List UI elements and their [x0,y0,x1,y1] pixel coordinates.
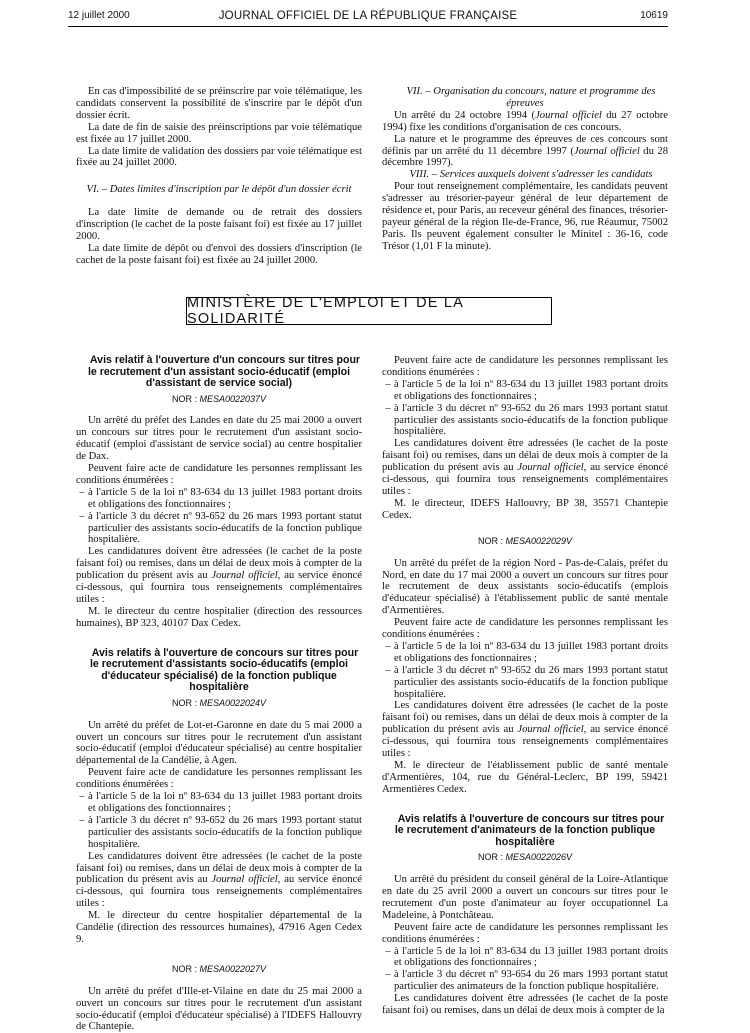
list-item: – à l'article 3 du décret nº 93-654 du 26 mars 1993 portant statut particulier des animateurs de la fonction publique hospitalière. [385,969,668,993]
list-item: – à l'article 5 de la loi nº 83-634 du 13 juillet 1983 portant droits et obligations des fonctionnaires ; [79,486,362,510]
header-page-number: 10619 [640,10,668,21]
nor-reference: NOR : MESA0022026V [477,852,573,863]
notice-heading: Avis relatifs à l'ouverture de concours sur titres pour le recrutement d'assistants socio-éducatifs (emploi d'éducateur spécialisé) de la fonction publique hospitalière [89,646,359,694]
list-item: – à l'article 3 du décret nº 93-652 du 26 mars 1993 portant statut particulier des assistants socio-éducatifs de la fonction publique hospitalière. [385,402,668,438]
header-journal-title: JOURNAL OFFICIEL DE LA RÉPUBLIQUE FRANÇAISE [218,10,518,22]
paragraph: Un arrêté du président du conseil général de la Loire-Atlantique en date du 25 avril 2000 a ouvert un concours sur titres pour le recrutement d'un poste d'animateur au foyer occupationnel La Madeleine, à Pontchâteau. [382,874,668,921]
paragraph: Un arrêté du préfet d'Ille-et-Vilaine en date du 25 mai 2000 a ouvert un concours sur titres pour le recrutement d'un assistant socio-éducatif (emploi d'éducateur spécialisé) à l'IDEFS Hallouvry de Chantepie. [76,985,362,1033]
bottom-right-column [382,355,668,1017]
paragraph: La date limite de validation des dossiers par voie télématique est fixée au 24 juillet 2000. [76,145,362,169]
header-rule [68,26,668,27]
top-left-column [76,86,362,267]
ministry-title-box [186,297,552,325]
section-heading-vii: VII. – Organisation du concours, nature et programme des épreuves [406,86,656,109]
paragraph: Les candidatures doivent être adressées (le cachet de la poste faisant foi) ou remises, dans un délai de deux mois à compter de la publication du présent avis au Journal officiel, au service énoncé ci-dessous, qui fournira tous renseignements complémentaires utiles : [382,700,668,760]
address: M. le directeur, IDEFS Hallouvry, BP 38, 35571 Chantepie Cedex. [382,497,668,521]
ministry-title: MINISTÈRE DE L'EMPLOI ET DE LA SOLIDARITÉ [187,295,464,327]
paragraph: Peuvent faire acte de candidature les personnes remplissant les conditions énumérées : [382,355,668,378]
paragraph: La nature et le programme des épreuves de ces concours sont définis par un arrêté du 11 décembre 1997 (Journal officiel du 28 décembre 1997). [382,133,668,169]
paragraph: Les candidatures doivent être adressées (le cachet de la poste faisant foi) ou remises, dans un délai de deux mois à compter de la [382,993,668,1017]
list-item: – à l'article 5 de la loi nº 83-634 du 13 juillet 1983 portant droits et obligations des fonctionnaires ; [385,378,668,402]
section-heading-viii: VIII. – Services auxquels doivent s'adresser les candidats [409,169,653,181]
paragraph: La date limite de dépôt ou d'envoi des dossiers d'inscription (le cachet de la poste faisant foi) est fixée au 24 juillet 2000. [76,242,362,266]
paragraph: Peuvent faire acte de candidature les personnes remplissant les conditions énumérées : [76,767,362,791]
address: M. le directeur de l'établissement public de santé mentale d'Armentières, 104, rue du Général-Leclerc, BP 199, 59421 Armentières Cedex. [382,760,668,795]
list-item: – à l'article 5 de la loi nº 83-634 du 13 juillet 1983 portant droits et obligations des fonctionnaires ; [79,791,362,814]
paragraph: Peuvent faire acte de candidature les personnes remplissant les conditions énumérées : [382,921,668,945]
list-item: – à l'article 5 de la loi nº 83-634 du 13 juillet 1983 portant droits et obligations des fonctionnaires ; [385,945,668,969]
paragraph: Peuvent faire acte de candidature les personnes remplissant les conditions énumérées : [382,617,668,641]
address: M. le directeur du centre hospitalier (direction des ressources humaines), BP 323, 40107 Dax Cedex. [76,605,362,629]
nor-reference: NOR : MESA0022024V [171,697,267,708]
paragraph: Peuvent faire acte de candidature les personnes remplissant les conditions énumérées : [76,463,362,486]
paragraph: Les candidatures doivent être adressées (le cachet de la poste faisant foi) ou remises, dans un délai de deux mois à compter de la publication du présent avis au Journal officiel, au service énoncé ci-dessous, qui fournira tous renseignements complémentaires utiles : [382,438,668,497]
list-item: – à l'article 3 du décret nº 93-652 du 26 mars 1993 portant statut particulier des assistants socio-éducatifs de la fonction publique hospitalière. [79,814,362,850]
paragraph: Un arrêté du préfet des Landes en date du 25 mai 2000 a ouvert un concours sur titres pour le recrutement d'un assistant socio-éducatif (emploi d'assistant de service social) au centre hospitalier de Dax. [76,415,362,463]
address: M. le directeur du centre hospitalier départemental de la Candélie (direction des ressources humaines), 47916 Agen Cedex 9. [76,910,362,945]
header-date: 12 juillet 2000 [68,10,130,21]
paragraph: La date limite de demande ou de retrait des dossiers d'inscription (le cachet de la poste faisant foi) est fixée au 17 juillet 2000. [76,207,362,243]
bottom-left-column [76,355,362,1033]
paragraph: La date de fin de saisie des préinscriptions par voie télématique est fixée au 17 juillet 2000. [76,121,362,145]
notice-heading: Avis relatif à l'ouverture d'un concours sur titres pour le recrutement d'un assistant socio-éducatif (emploi d'assistant de service social) [87,354,361,389]
paragraph: Les candidatures doivent être adressées (le cachet de la poste faisant foi) ou remises, dans un délai de deux mois à compter de la publication du présent avis au Journal officiel, au service énoncé ci-dessous, qui fournira tous renseignements complémentaires utiles : [76,546,362,605]
list-item: – à l'article 3 du décret nº 93-652 du 26 mars 1993 portant statut particulier des assistants socio-éducatifs de la fonction publique hospitalière. [385,664,668,700]
paragraph: Un arrêté du préfet de Lot-et-Garonne en date du 5 mai 2000 a ouvert un concours sur titres pour le recrutement d'un assistant socio-éducatif (emploi d'éducateur spécialisé) au centre hospitalier départemental de la Candélie, à Agen. [76,719,362,767]
section-heading-vi: VI. – Dates limites d'inscription par le dépôt d'un dossier écrit [86,184,352,196]
paragraph: Pour tout renseignement complémentaire, les candidats peuvent s'adresser au trésorier-payeur général de leur département de résidence et, pour Paris, au receveur général des finances, trésorier-payeur général de la région Ile-de-France, 96, rue Réaumur, 75002 Paris. Ils peuvent également consulter le Minitel : 36-16, code Trésor (1,01 F la minute). [382,181,668,252]
paragraph: En cas d'impossibilité de se préinscrire par voie télématique, les candidats conservent la possibilité de s'inscrire par le dépôt d'un dossier écrit. [76,86,362,121]
nor-reference: NOR : MESA0022027V [171,963,267,974]
nor-reference: NOR : MESA0022037V [171,393,267,404]
paragraph: Un arrêté du 24 octobre 1994 (Journal officiel du 27 octobre 1994) fixe les conditions d'organisation de ces concours. [382,109,668,133]
list-item: – à l'article 5 de la loi nº 83-634 du 13 juillet 1983 portant droits et obligations des fonctionnaires ; [385,640,668,664]
paragraph: Les candidatures doivent être adressées (le cachet de la poste faisant foi) ou remises, dans un délai de deux mois à compter de la publication du présent avis au Journal officiel, au service énoncé ci-dessous, qui fournira tous renseignements complémentaires utiles : [76,850,362,910]
list-item: – à l'article 3 du décret nº 93-652 du 26 mars 1993 portant statut particulier des assistants socio-éducatifs de la fonction publique hospitalière. [79,510,362,546]
notice-heading: Avis relatifs à l'ouverture de concours sur titres pour le recrutement d'animateurs de la fonction publique hospitalière [394,812,665,848]
top-right-column [382,86,668,253]
paragraph: Un arrêté du préfet de la région Nord - Pas-de-Calais, préfet du Nord, en date du 17 mai 2000 a ouvert un concours sur titres pour le recrutement de deux assistants socio-éducatifs (emplois d'éducateur spécialisé) à l'établissement public de santé mentale d'Armentières. [382,557,668,617]
nor-reference: NOR : MESA0022029V [477,535,573,546]
